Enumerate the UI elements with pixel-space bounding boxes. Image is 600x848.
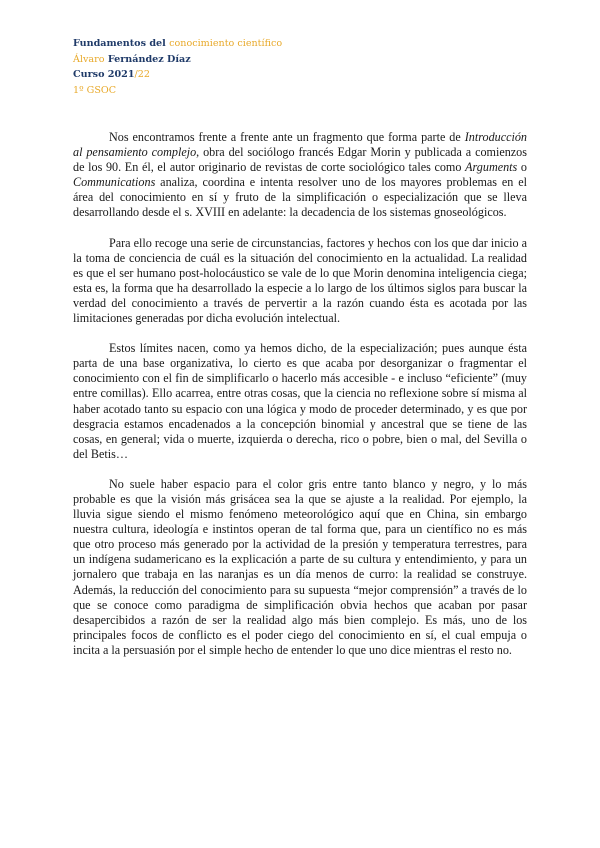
year-label: Curso 2021 <box>73 69 135 80</box>
paragraph-1 <box>73 130 527 221</box>
course-prefix: Fundamentos del <box>73 38 166 49</box>
author-first-name: Álvaro <box>73 53 105 65</box>
journal-communications: Communications <box>73 175 156 190</box>
document-body <box>73 130 527 658</box>
year-suffix: /22 <box>134 69 150 80</box>
journal-arguments: Arguments <box>465 160 518 175</box>
p1-text-3: o <box>517 160 528 175</box>
course-suffix: conocimiento científico <box>169 38 283 49</box>
course-line <box>73 36 282 52</box>
book-title: Introducción al pensamiento complejo <box>73 130 527 160</box>
paragraph-3: Estos límites nacen, como ya hemos dicho, de la especialización; pues aunque ésta parta de una base organizativa, lo cierto es que acaba por desorganizar o fragmentar el conocimiento con el fin de simplificarlo o hacerlo más accesible - e incluso “eficiente” (muy entre comillas). Ello acarrea, entre otras cosas, que la ciencia no reflexione sobre sí misma al haber acotado tanto su espacio con una lógica y modo de proceder determinado, y es que por desgracia estamos encadenados a la concepción binomial y ancestral que se tiene de las cosas, en general; vida o muerte, izquierda o derecha, rico o pobre, bien o mal, del Sevilla o del Betis… <box>73 341 527 461</box>
group-label: 1º GSOC <box>73 84 117 96</box>
author-line <box>73 52 282 68</box>
paragraph-4: No suele haber espacio para el color gris entre tanto blanco y negro, y lo más probable es que la visión más grisácea sea la que se ajuste a la realidad. Por ejemplo, la lluvia sigue siendo el mismo fenómeno meteorológico aquí que en China, sin embargo nuestra cultura, ideología e instintos operan de tal forma que, para un científico no es más que otro proceso más generado por la actividad de la presión y temperatura terrestres, para un indígena sudamericano es la explicación a parte de su cultura y entendimiento, y para un jornalero que trabaja en las naranjas es un día menos de curro: la realidad se construye. Además, la reducción del conocimiento para su supuesta “mejor comprensión” a través de lo que se conoce como paradigma de simplificación obvia hechos que acaban por pasar desapercibidos a razón de ser la realidad algo más bien complejo. Es más, uno de los principales focos de conflicto es el poder ciego del conocimiento en sí, el cual empuja o incita a la persuasión por el simple hecho de entender lo que uno dice mientras el resto no. <box>73 476 527 657</box>
p1-text-2: , obra del sociólogo francés Edgar Morin y publicada a comienzos de los 90. En él, el autor originario de revistas de corte sociológico tales como <box>73 145 527 175</box>
document-header <box>73 36 282 98</box>
year-line <box>73 67 282 83</box>
paragraph-2: Para ello recoge una serie de circunstancias, factores y hechos con los que dar inicio a la toma de conciencia de cuál es la situación del conocimiento en la actualidad. La realidad es que el ser humano post-holocáustico se vale de lo que Morin denomina inteligencia ciega; esta es, la forma que ha desarrollado la especie a lo largo de los últimos siglos para buscar la verdad del conocimiento a través de pervertir a la razón cuando ésta es acotada por las limitaciones generadas por dicha evolución intelectual. <box>73 235 527 326</box>
author-last-name: Fernández Díaz <box>107 53 191 65</box>
p1-text-1: Nos encontramos frente a frente ante un fragmento que forma parte de <box>109 130 465 144</box>
p1-text-4: analiza, coordina e intenta resolver uno de los mayores problemas en el área del conocimiento en sí y fruto de la simplificación o especialización que se lleva desarrollando desde el s. XVIII en adelante: la decadencia de los sistemas gnoseológicos. <box>73 175 527 220</box>
